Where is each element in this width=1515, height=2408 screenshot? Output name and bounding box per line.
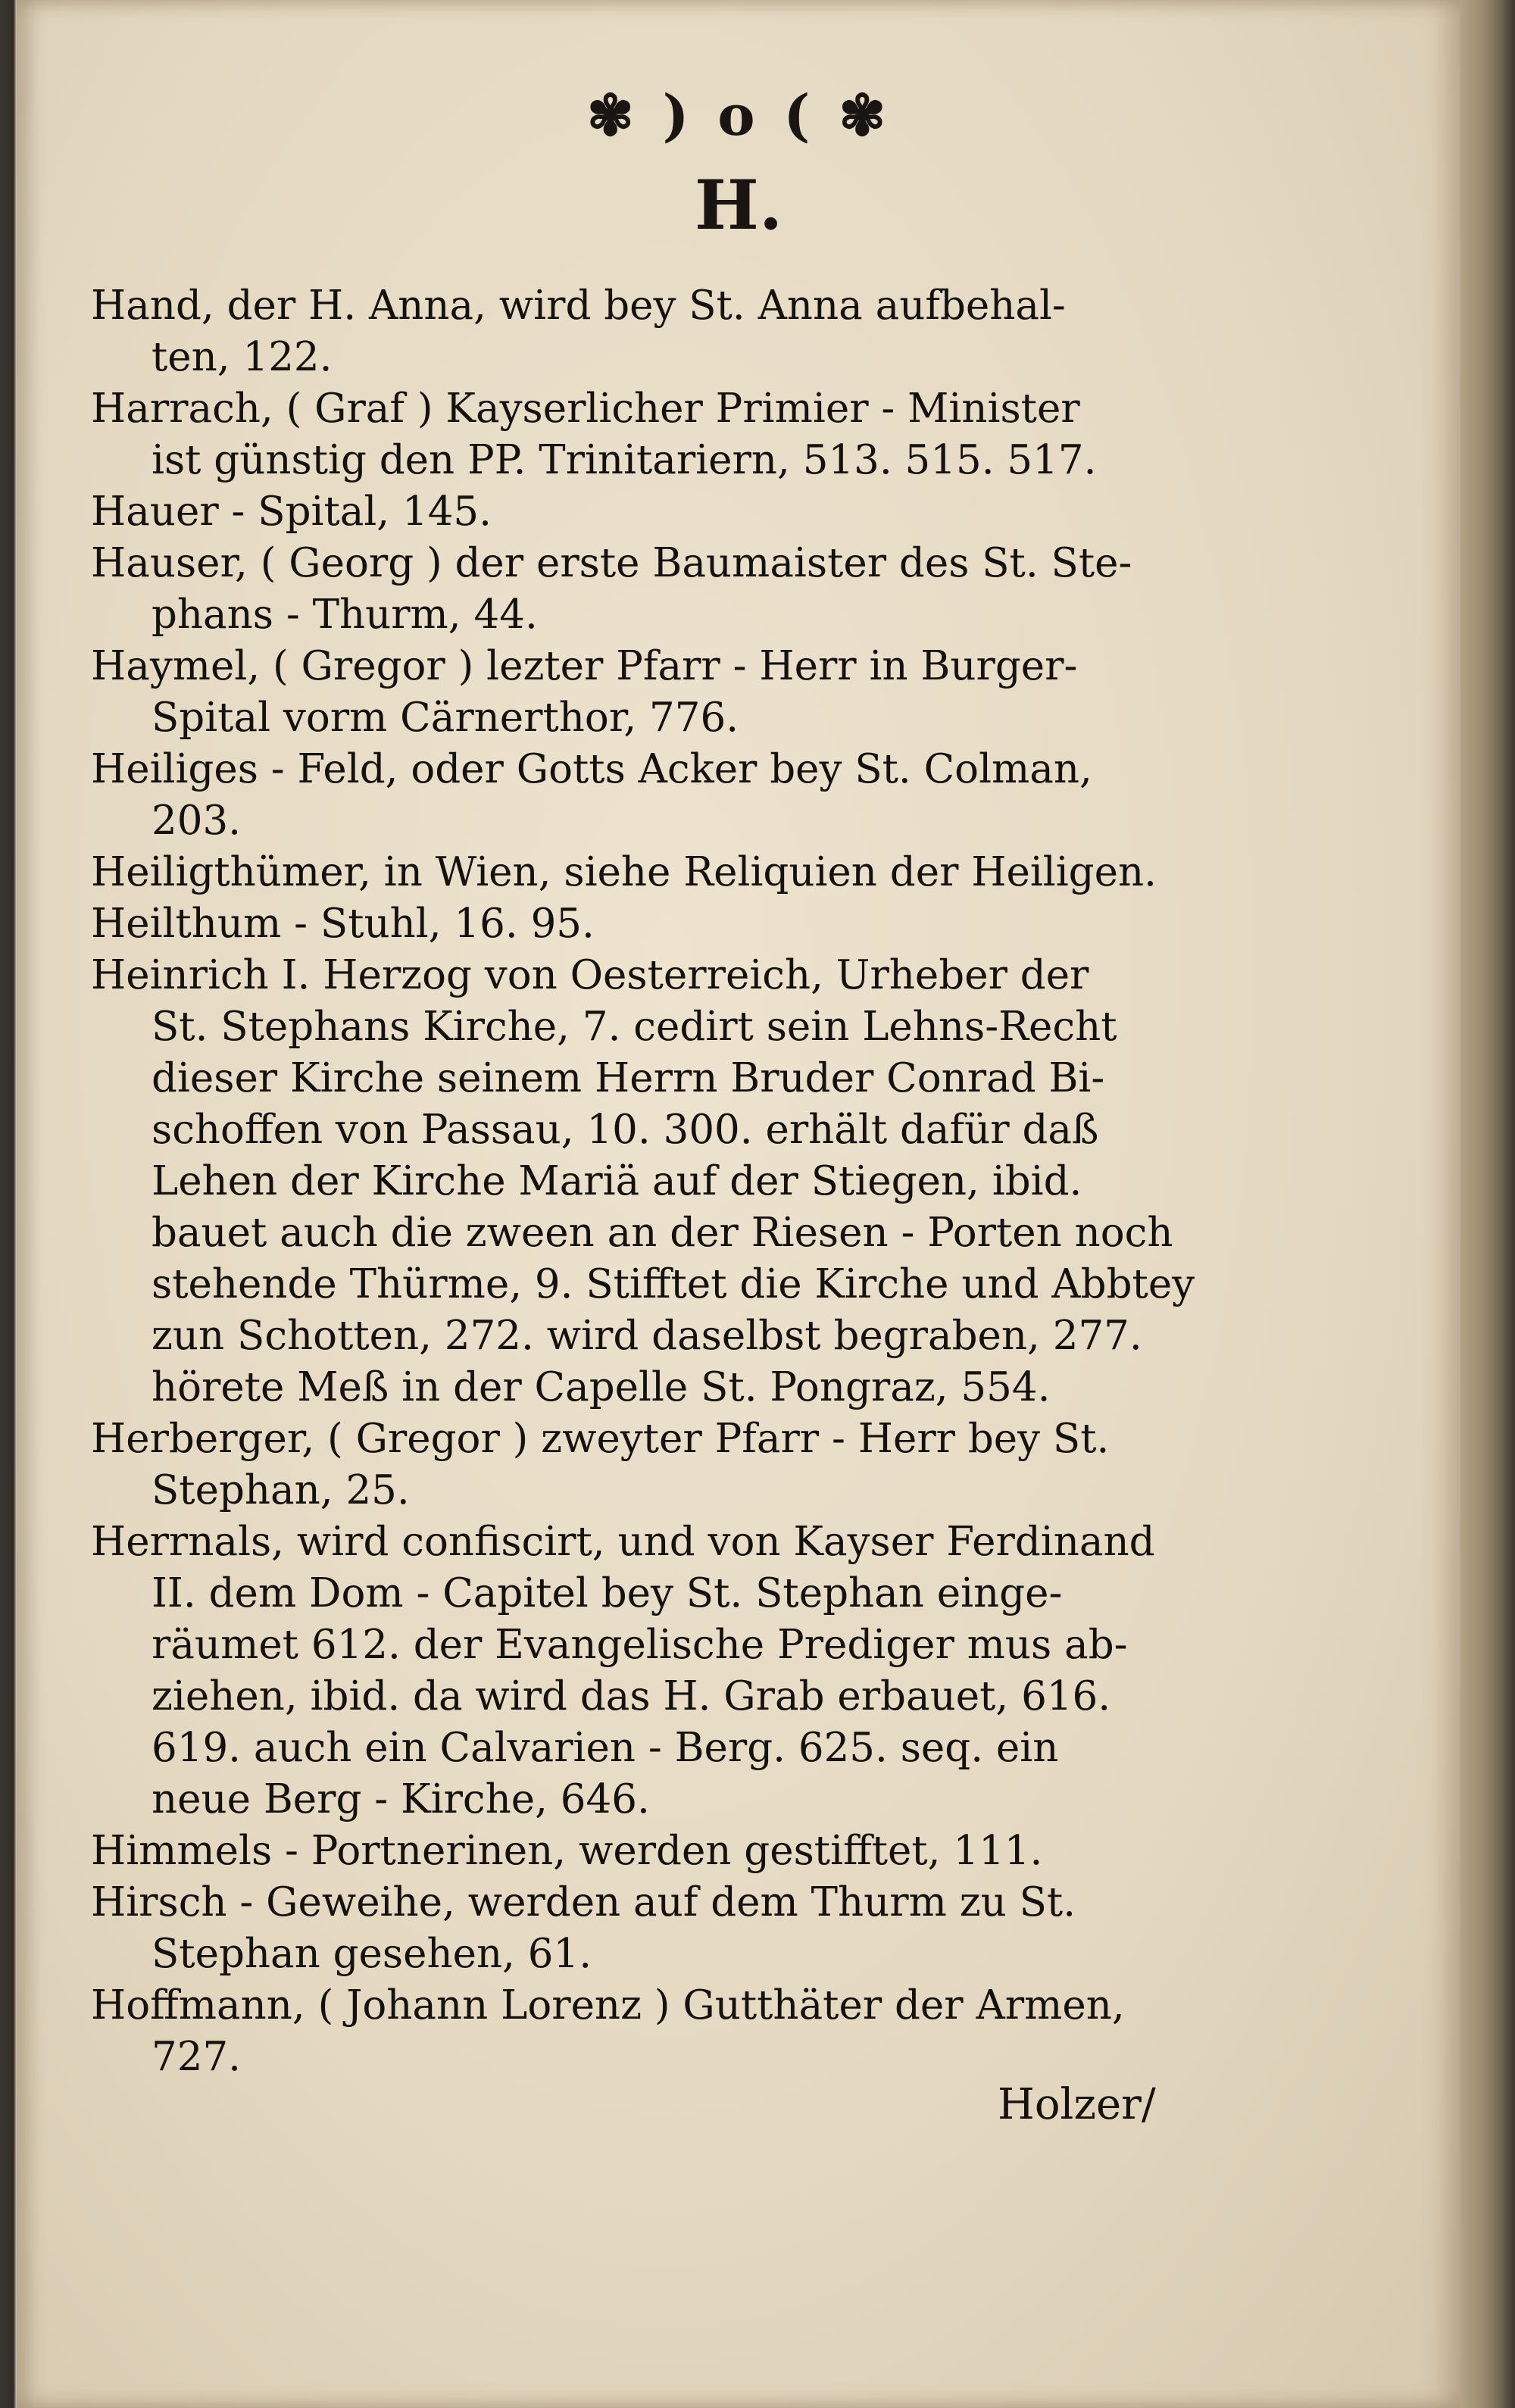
entry-line: Stephan, 25. <box>152 1467 410 1513</box>
page-header-ornament: ✾ ) o ( ✾ <box>586 83 891 148</box>
index-entry <box>91 383 1227 486</box>
index-entry <box>91 744 1227 847</box>
entry-line: schoffen von Passau, 10. 300. erhält dafür daß <box>152 1107 1099 1153</box>
entry-line: Hoffmann, ( Johann Lorenz ) Gutthäter der Armen, <box>91 1982 1125 2029</box>
index-entry <box>91 1413 1227 1516</box>
entry-line: 203. <box>152 798 242 844</box>
entry-line: 619. auch ein Calvarien - Berg. 625. seq. ein <box>152 1725 1059 1771</box>
entry-line: 727. <box>152 2034 242 2080</box>
entry-line: phans - Thurm, 44. <box>152 592 538 638</box>
index-entry <box>91 847 1227 898</box>
entry-line: II. dem Dom - Capitel bey St. Stephan einge- <box>152 1570 1063 1616</box>
entry-line: Hirsch - Geweihe, werden auf dem Thurm zu St. <box>91 1879 1076 1925</box>
entry-line: Heilthum - Stuhl, 16. 95. <box>91 901 595 947</box>
index-entries <box>91 280 1227 2083</box>
entry-line: stehende Thürme, 9. Stifftet die Kirche und Abbtey <box>152 1261 1195 1307</box>
section-letter: H. <box>694 165 783 245</box>
index-entry <box>91 538 1227 641</box>
entry-line: zun Schotten, 272. wird daselbst begraben, 277. <box>152 1313 1142 1359</box>
catchword: Holzer/ <box>998 2080 1156 2129</box>
entry-line: hörete Meß in der Capelle St. Pongraz, 554. <box>152 1364 1051 1410</box>
entry-line: ist günstig den PP. Trinitariern, 513. 515. 517. <box>152 437 1097 483</box>
entry-line: Herberger, ( Gregor ) zweyter Pfarr - Herr bey St. <box>91 1416 1110 1462</box>
entry-line: neue Berg - Kirche, 646. <box>152 1776 650 1822</box>
entry-line: Herrnals, wird confiscirt, und von Kayser Ferdinand <box>91 1519 1155 1565</box>
index-entry <box>91 1877 1227 1980</box>
entry-line: Harrach, ( Graf ) Kayserlicher Primier - Minister <box>91 386 1080 432</box>
entry-line: Himmels - Portnerinen, werden gestifftet, 111. <box>91 1828 1043 1874</box>
page <box>17 0 1460 2408</box>
entry-line: Lehen der Kirche Mariä auf der Stiegen, ibid. <box>152 1158 1082 1204</box>
entry-line: Heinrich I. Herzog von Oesterreich, Urheber der <box>91 952 1089 998</box>
index-entry <box>91 1826 1227 1877</box>
entry-line: ziehen, ibid. da wird das H. Grab erbauet, 616. <box>152 1673 1111 1719</box>
index-entry <box>91 280 1227 383</box>
entry-line: Hauser, ( Georg ) der erste Baumaister des St. Ste- <box>91 540 1132 586</box>
entry-line: räumet 612. der Evangelische Prediger mus ab- <box>152 1622 1128 1668</box>
index-entry <box>91 1516 1227 1826</box>
entry-line: Haymel, ( Gregor ) lezter Pfarr - Herr in Burger- <box>91 643 1078 689</box>
entry-line: Hand, der H. Anna, wird bey St. Anna aufbehal- <box>91 283 1066 329</box>
index-entry <box>91 641 1227 744</box>
entry-line: Stephan gesehen, 61. <box>152 1931 592 1977</box>
entry-line: bauet auch die zween an der Riesen - Porten noch <box>152 1210 1173 1256</box>
entry-line: dieser Kirche seinem Herrn Bruder Conrad Bi- <box>152 1055 1105 1101</box>
index-entry <box>91 1980 1227 2083</box>
index-entry <box>91 898 1227 950</box>
page-edge <box>1460 0 1515 2408</box>
entry-line: ten, 122. <box>152 334 333 380</box>
entry-line: Heiliges - Feld, oder Gotts Acker bey St. Colman, <box>91 746 1092 792</box>
entry-line: St. Stephans Kirche, 7. cedirt sein Lehns-Recht <box>152 1004 1117 1050</box>
index-entry <box>91 486 1227 538</box>
index-entry <box>91 950 1227 1413</box>
entry-line: Heiligthümer, in Wien, siehe Reliquien der Heiligen. <box>91 849 1157 895</box>
entry-line: Spital vorm Cärnerthor, 776. <box>152 695 739 741</box>
entry-line: Hauer - Spital, 145. <box>91 489 492 535</box>
